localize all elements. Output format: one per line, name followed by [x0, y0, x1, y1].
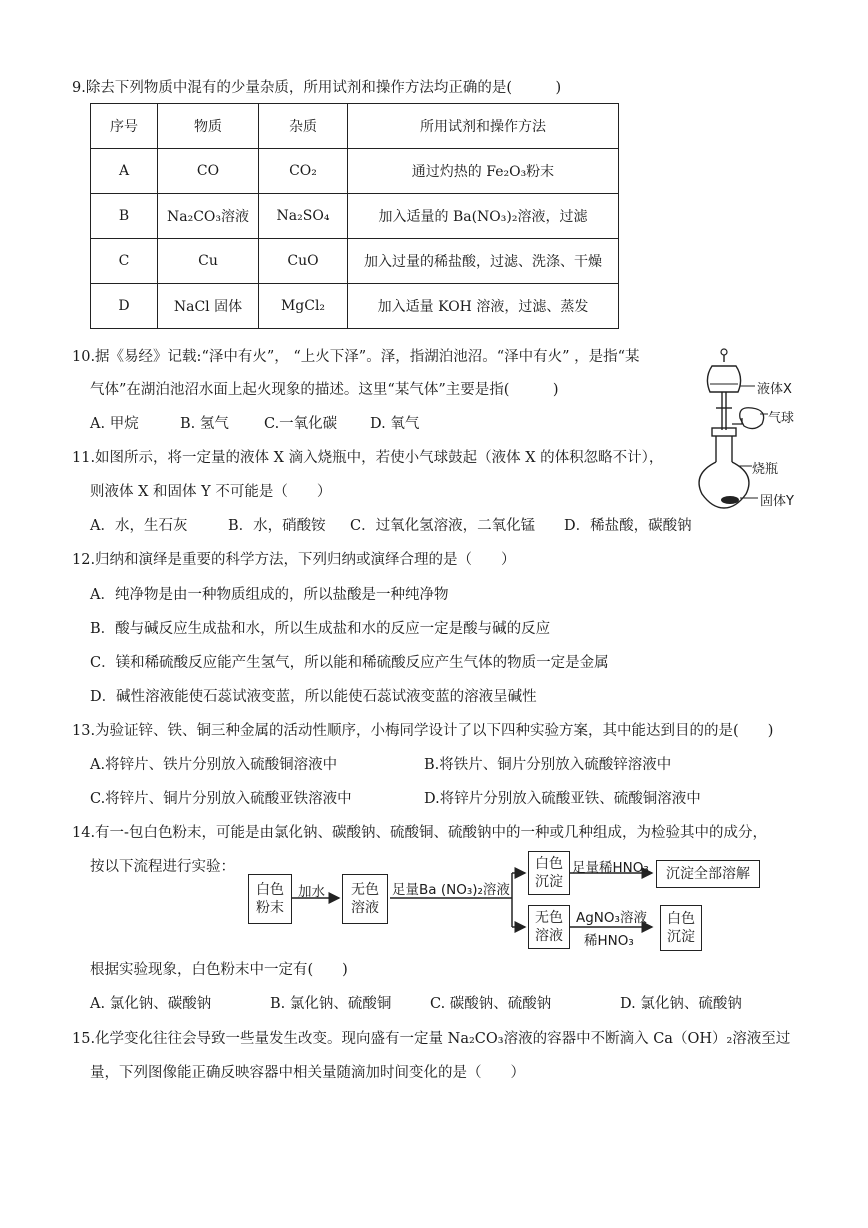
q13-option-d: D.将锌片分别放入硫酸亚铁、硫酸铜溶液中: [424, 791, 701, 807]
table-cell: CO₂: [259, 149, 348, 194]
q11-option-a: A．水，生石灰: [90, 518, 188, 534]
q14-option-c: C. 碳酸钠、硫酸钠: [430, 996, 552, 1012]
flow-box-text: 白色: [535, 856, 563, 872]
flow-box-colorless-solution-2: [528, 905, 570, 949]
q14-line2: 按以下流程进行实验：: [90, 859, 235, 875]
table-row: [91, 239, 619, 284]
table-cell: 通过灼热的 Fe₂O₃粉末: [348, 149, 619, 194]
q12-stem: 12.归纳和演绎是重要的科学方法，下列归纳或演绎合理的是（ ）: [72, 552, 516, 568]
table-header-row: [91, 104, 619, 149]
label-balloon: 气球: [768, 411, 795, 426]
table-cell: Na₂SO₄: [259, 194, 348, 239]
q13-option-c: C.将锌片、铜片分别放入硫酸亚铁溶液中: [90, 791, 352, 807]
table-header: 序号: [91, 104, 158, 149]
table-row: [91, 284, 619, 329]
flow-box-text: 沉淀: [535, 874, 563, 890]
table-header: 杂质: [259, 104, 348, 149]
q9-stem: 9.除去下列物质中混有的少量杂质，所用试剂和操作方法均正确的是( ): [72, 80, 562, 96]
q12-option-d: D．碱性溶液能使石蕊试液变蓝，所以能使石蕊试液变蓝的溶液呈碱性: [90, 689, 537, 705]
q11-line1: 11.如图所示，将一定量的液体 X 滴入烧瓶中，若使小气球鼓起（液体 X 的体积忽略不计），: [72, 450, 664, 466]
flow-label-water: 加水: [298, 884, 325, 900]
q13-option-b: B.将铁片、铜片分别放入硫酸锌溶液中: [424, 757, 672, 773]
flow-box-text: 无色: [351, 882, 379, 898]
q14-option-b: B. 氯化钠、硫酸铜: [270, 996, 392, 1012]
table-cell: C: [91, 239, 158, 284]
flow-box-text: 无色: [535, 910, 563, 926]
flow-box-text: 溶液: [351, 900, 379, 916]
flow-box-text: 白色: [667, 911, 695, 927]
q11-option-b: B．水，硝酸铵: [228, 518, 326, 534]
table-cell: A: [91, 149, 158, 194]
flow-box-text: 沉淀: [667, 929, 695, 945]
q14-option-d: D. 氯化钠、硫酸钠: [620, 996, 742, 1012]
flow-box-white-precipitate-2: [660, 905, 702, 951]
q10-line2: 气体”在湖泊池沼水面上起火现象的描述。这里“某气体”主要是指( ): [90, 382, 559, 398]
table-cell: 加入适量的 Ba(NO₃)₂溶液，过滤: [348, 194, 619, 239]
flow-label-hno3: 足量稀HNO₃: [572, 860, 649, 876]
table-cell: Na₂CO₃溶液: [158, 194, 259, 239]
flow-box-precipitate-dissolves: [656, 860, 760, 888]
flow-box-white-powder: [248, 874, 292, 924]
table-header: 物质: [158, 104, 259, 149]
flow-box-text: 白色: [256, 882, 284, 898]
q10-option-c: C.一氧化碳: [264, 416, 338, 432]
flow-label-agno3: AgNO₃溶液: [576, 910, 647, 926]
q14-line3: 根据实验现象，白色粉末中一定有( ): [90, 962, 348, 978]
table-cell: 加入适量 KOH 溶液，过滤、蒸发: [348, 284, 619, 329]
table-row: [91, 149, 619, 194]
q11-option-d: D．稀盐酸，碳酸钠: [564, 518, 692, 534]
label-flask: 烧瓶: [752, 462, 779, 477]
q9-table: [90, 103, 619, 329]
table-cell: CuO: [259, 239, 348, 284]
q13-option-a: A.将锌片、铁片分别放入硫酸铜溶液中: [90, 757, 338, 773]
table-cell: D: [91, 284, 158, 329]
q14-line1: 14.有一-包白色粉末，可能是由氯化钠、碳酸钠、硫酸铜、硫酸钠中的一种或几种组成，为检验其中的成分，: [72, 825, 767, 841]
flow-box-text: 粉末: [256, 900, 284, 916]
q10-option-b: B. 氢气: [180, 416, 229, 432]
table-cell: NaCl 固体: [158, 284, 259, 329]
q12-option-a: A．纯净物是由一种物质组成的，所以盐酸是一种纯净物: [90, 587, 449, 603]
table-cell: Cu: [158, 239, 259, 284]
flow-box-text: 溶液: [535, 928, 563, 944]
table-cell: 加入过量的稀盐酸，过滤、洗涤、干燥: [348, 239, 619, 284]
q10-line1: 10.据《易经》记载:“泽中有火”， “上火下泽”。泽，指湖泊池沼。“泽中有火” ，是指“某: [72, 349, 640, 365]
table-row: [91, 194, 619, 239]
table-cell: MgCl₂: [259, 284, 348, 329]
q13-stem: 13.为验证锌、铁、铜三种金属的活动性顺序，小梅同学设计了以下四种实验方案，其中能达到目的的是( ): [72, 723, 774, 739]
q10-option-d: D. 氧气: [370, 416, 420, 432]
q11-option-c: C．过氧化氢溶液，二氧化锰: [350, 518, 536, 534]
flow-box-white-precipitate: [528, 851, 570, 895]
q15-line1: 15.化学变化往往会导致一些量发生改变。现向盛有一定量 Na₂CO₃溶液的容器中不断滴入 Ca（OH）₂溶液至过: [72, 1031, 791, 1047]
table-header: 所用试剂和操作方法: [348, 104, 619, 149]
label-liquid-x: 液体X: [757, 382, 792, 397]
q12-option-b: B．酸与碱反应生成盐和水，所以生成盐和水的反应一定是酸与碱的反应: [90, 621, 551, 637]
flow-box-colorless-solution: [342, 874, 388, 924]
table-cell: B: [91, 194, 158, 239]
q15-line2: 量，下列图像能正确反映容器中相关量随滴加时间变化的是（ ）: [90, 1065, 525, 1081]
q11-line2: 则液体 X 和固体 Y 不可能是（ ）: [90, 484, 332, 500]
flow-label-dilute-hno3: 稀HNO₃: [584, 933, 634, 949]
table-cell: CO: [158, 149, 259, 194]
flow-box-text: 沉淀全部溶解: [666, 866, 750, 882]
flow-label-bano3: 足量Ba (NO₃)₂溶液: [392, 882, 510, 898]
q10-option-a: A. 甲烷: [90, 416, 139, 432]
label-solid-y: 固体Y: [760, 494, 794, 509]
q14-option-a: A. 氯化钠、碳酸钠: [90, 996, 212, 1012]
q12-option-c: C．镁和稀硫酸反应能产生氢气，所以能和稀硫酸反应产生气体的物质一定是金属: [90, 655, 609, 671]
